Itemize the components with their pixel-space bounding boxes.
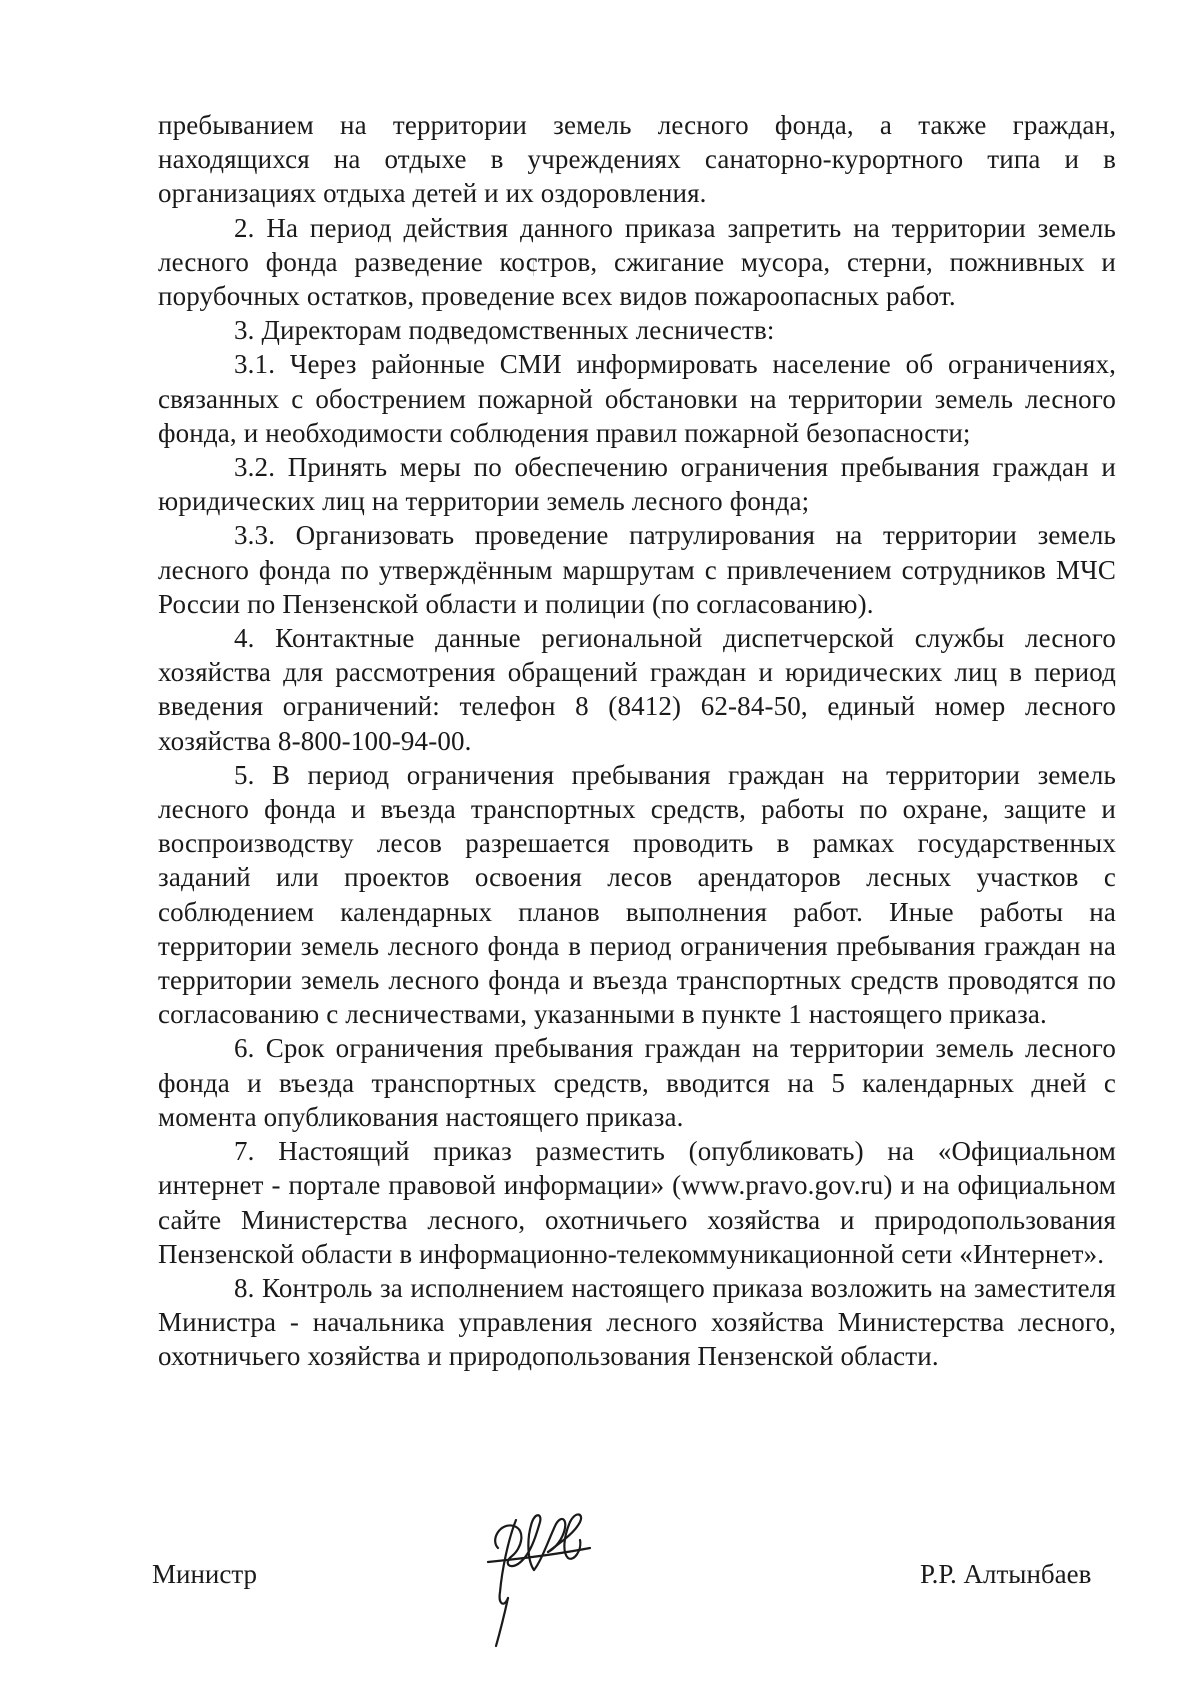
paragraph-item-3-3: 3.3. Организовать проведение патрулирования на территории земель лесного фонда по утверждённым маршрутам с привлечением сотрудников МЧС России по Пензенской области и полиции (по согласованию). (158, 520, 1116, 619)
paragraph-item-5: 5. В период ограничения пребывания граждан на территории земель лесного фонда и въезда транспортных средств, работы по охране, защите и воспроизводству лесов разрешается проводить в рамках государственных заданий или проектов освоения лесов арендаторов лесных участков с соблюдением календарных планов выполнения работ. Иные работы на территории земель лесного фонда в период ограничения пребывания граждан на территории земель лесного фонда и въезда транспортных средств проводятся по согласованию с лесничествами, указанными в пункте 1 настоящего приказа. (158, 759, 1116, 1030)
document-body (158, 108, 1116, 1374)
paragraph-continuation: пребыванием на территории земель лесного фонда, а также граждан, находящихся на отдыхе в учреждениях санаторно-курортного типа и в организациях отдыха детей и их оздоровления. (158, 110, 1116, 209)
paragraph-item-7: 7. Настоящий приказ разместить (опубликовать) на «Официальном интернет - портале правовой информации» (www.pravo.gov.ru) и на официальном сайте Министерства лесного, охотничьего хозяйства и природопользования Пензенской области в информационно-телекоммуникационной сети «Интернет». (158, 1136, 1116, 1269)
signer-role: Министр (152, 1559, 257, 1589)
paragraph-item-3-1: 3.1. Через районные СМИ информировать население об ограничениях, связанных с обострением пожарной обстановки на территории земель лесного фонда, и необходимости соблюдения правил пожарной безопасности; (158, 349, 1116, 448)
paragraph-item-6: 6. Срок ограничения пребывания граждан на территории земель лесного фонда и въезда транспортных средств, вводится на 5 календарных дней с момента опубликования настоящего приказа. (158, 1033, 1116, 1132)
paragraph-item-4: 4. Контактные данные региональной диспетчерской службы лесного хозяйства для рассмотрения обращений граждан и юридических лиц в период введения ограничений: телефон 8 (8412) 62-84-50, единый номер лесного хозяйства 8-800-100-94-00. (158, 623, 1116, 756)
handwritten-signature-icon (478, 1500, 608, 1650)
paragraph-item-8: 8. Контроль за исполнением настоящего приказа возложить на заместителя Министра - начальника управления лесного хозяйства Министерства лесного, охотничьего хозяйства и природопользования Пензенской области. (158, 1272, 1116, 1372)
signer-name: Р.Р. Алтынбаев (920, 1559, 1092, 1589)
paragraph-item-2: 2. На период действия данного приказа запретить на территории земель лесного фонда разведение костров, сжигание мусора, стерни, пожнивных и порубочных остатков, проведение всех видов пожароопасных работ. (158, 212, 1116, 312)
paragraph-item-3-2: 3.2. Принять меры по обеспечению ограничения пребывания граждан и юридических лиц на территории земель лесного фонда; (158, 452, 1116, 517)
paragraph-item-3: 3. Директорам подведомственных лесничеств: (234, 315, 775, 346)
